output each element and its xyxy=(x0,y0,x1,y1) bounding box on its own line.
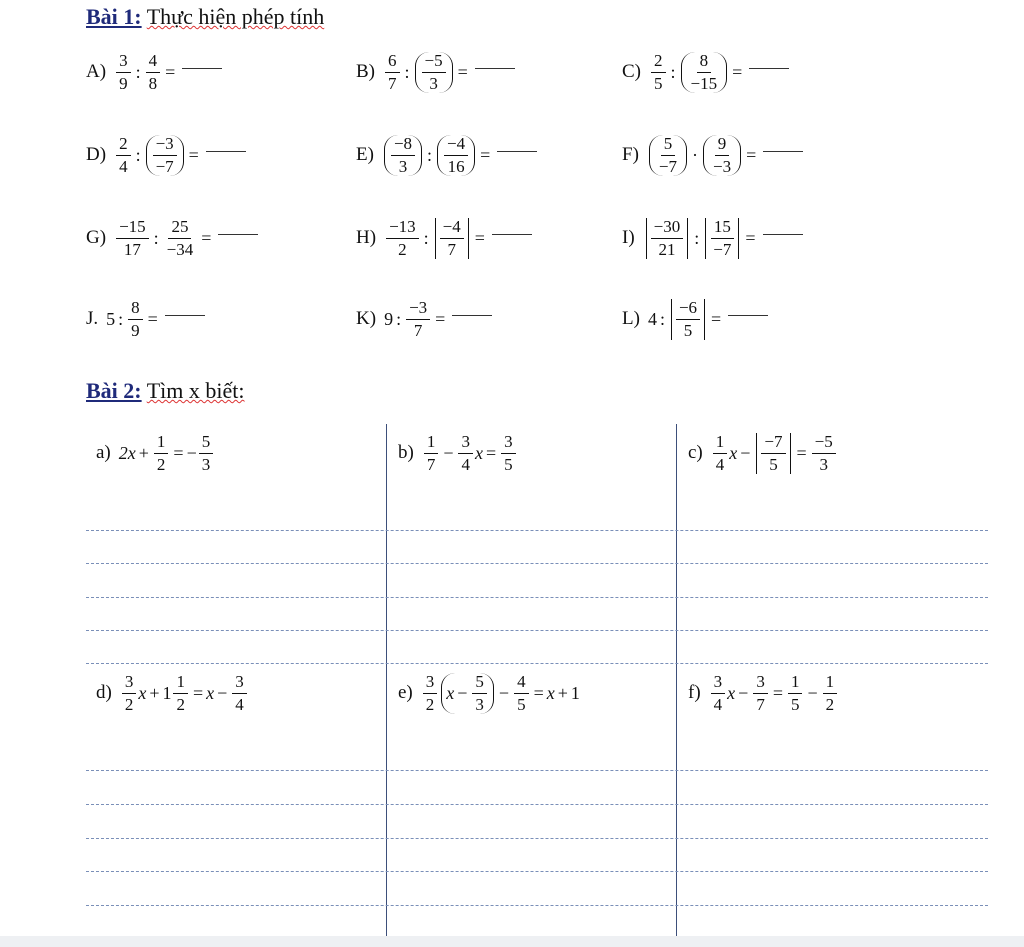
math-symbol: 4 xyxy=(146,52,161,73)
item-label: c) xyxy=(688,442,703,464)
math-symbol: : xyxy=(670,61,676,82)
item-label: A) xyxy=(86,61,107,83)
item-label: H) xyxy=(356,227,377,249)
fraction xyxy=(116,218,149,259)
math-symbol: −5 xyxy=(422,52,446,73)
math-symbol: 25 xyxy=(168,218,191,239)
math-symbol: −7 xyxy=(155,156,174,176)
fraction xyxy=(711,673,726,714)
math-symbol: 7 xyxy=(426,454,436,474)
math-symbol: 5 xyxy=(683,320,693,340)
exercise-f xyxy=(622,135,803,176)
math-symbol: 17 xyxy=(123,239,141,259)
math-symbol: = xyxy=(173,442,184,463)
item-label: J. xyxy=(86,308,99,330)
math-symbol: 3 xyxy=(819,454,828,474)
math-symbol: = xyxy=(485,442,497,463)
bai1-heading xyxy=(86,4,324,30)
math-symbol: 3 xyxy=(423,673,438,694)
math-symbol: 21 xyxy=(658,239,676,259)
exercise-l xyxy=(622,299,768,340)
item-label: d) xyxy=(96,682,112,704)
math-symbol: −5 xyxy=(812,433,836,454)
math-symbol: 3 xyxy=(116,52,131,73)
math-symbol: 4 xyxy=(713,694,723,714)
math-term: 1 xyxy=(570,682,580,703)
fraction xyxy=(154,433,169,474)
answer-blank xyxy=(206,151,246,152)
equation-f xyxy=(688,673,839,714)
math-symbol: = xyxy=(711,308,722,329)
math-symbol: − xyxy=(807,682,818,703)
math-symbol: 1 xyxy=(154,433,169,454)
math-symbol: 2 xyxy=(156,454,166,474)
math-symbol: : xyxy=(427,144,433,165)
math-symbol: 5 xyxy=(661,135,676,156)
exercise-c xyxy=(622,52,789,93)
math-symbol: : xyxy=(135,61,141,82)
fraction xyxy=(440,218,464,259)
math-symbol: 1 xyxy=(823,673,838,694)
fraction xyxy=(422,52,446,93)
math-symbol: −3 xyxy=(406,299,430,320)
math-symbol: 4 xyxy=(461,454,470,474)
math-symbol: = xyxy=(147,308,158,329)
answer-line xyxy=(86,597,988,598)
fraction xyxy=(164,218,197,259)
answer-blank xyxy=(763,234,803,235)
answer-blank xyxy=(728,315,768,316)
answer-blank xyxy=(763,151,803,152)
math-symbol: − xyxy=(738,682,749,703)
parentheses xyxy=(384,135,422,176)
math-symbol: x xyxy=(206,682,215,703)
math-symbol: −7 xyxy=(761,433,785,454)
item-label: L) xyxy=(622,308,640,330)
math-symbol: 2x xyxy=(118,442,136,463)
math-symbol: 7 xyxy=(413,320,423,340)
math-symbol: = xyxy=(474,227,485,248)
item-label: B) xyxy=(356,61,375,83)
item-label: E) xyxy=(356,144,374,166)
fraction xyxy=(656,135,680,176)
fraction xyxy=(676,299,700,340)
math-symbol: 2 xyxy=(825,694,835,714)
math-symbol: : xyxy=(396,308,402,329)
fraction xyxy=(116,52,131,93)
absolute-value xyxy=(435,218,469,259)
math-symbol: −3 xyxy=(153,135,177,156)
math-symbol: 8 xyxy=(148,73,158,93)
math-symbol: 2 xyxy=(425,694,435,714)
answer-blank xyxy=(182,68,222,69)
math-symbol: −7 xyxy=(713,239,732,259)
fraction xyxy=(710,135,734,176)
math-symbol: − xyxy=(740,442,751,463)
fraction xyxy=(232,673,247,714)
math-symbol: −4 xyxy=(444,135,468,156)
bai1-number: Bài 1: xyxy=(86,4,142,29)
exercise-d xyxy=(86,135,246,176)
fraction xyxy=(423,673,438,714)
exercise-i xyxy=(622,218,803,259)
math-symbol: = xyxy=(192,682,204,703)
exercise-h xyxy=(356,218,532,259)
math-symbol: 3 xyxy=(429,73,438,93)
fraction xyxy=(713,433,728,474)
math-symbol: : xyxy=(659,308,665,329)
math-symbol: = xyxy=(435,308,446,329)
math-symbol: −7 xyxy=(658,156,677,176)
answer-blank xyxy=(497,151,537,152)
fraction xyxy=(406,299,430,340)
math-symbol: : xyxy=(694,227,700,248)
equation-b xyxy=(398,433,518,474)
math-symbol: 4 xyxy=(715,454,725,474)
math-symbol: 3 xyxy=(232,673,247,694)
math-symbol: 8 xyxy=(697,52,712,73)
column-divider xyxy=(676,424,677,937)
math-symbol: 3 xyxy=(122,673,137,694)
fraction xyxy=(753,673,768,714)
math-symbol: + xyxy=(138,442,149,463)
exercise-j xyxy=(86,299,205,340)
math-symbol: 4 xyxy=(119,156,128,176)
fraction xyxy=(651,218,684,259)
math-symbol: −34 xyxy=(166,239,194,259)
item-label: b) xyxy=(398,442,414,464)
fraction xyxy=(444,135,468,176)
item-label: I) xyxy=(622,227,635,249)
absolute-value xyxy=(671,299,705,340)
math-symbol: 4 xyxy=(235,694,244,714)
math-symbol: = xyxy=(732,61,743,82)
math-symbol: 1 xyxy=(788,673,803,694)
math-symbol: −13 xyxy=(386,218,419,239)
answer-line xyxy=(86,871,988,872)
math-symbol: x xyxy=(474,442,483,463)
math-symbol: 9 xyxy=(119,73,128,93)
math-symbol: 1 xyxy=(424,433,439,454)
math-symbol: −15 xyxy=(690,73,718,93)
math-symbol: −6 xyxy=(676,299,700,320)
absolute-value xyxy=(756,433,790,474)
math-symbol: 3 xyxy=(475,694,484,714)
math-symbol: = xyxy=(201,227,212,248)
math-symbol: x xyxy=(729,442,738,463)
parentheses xyxy=(415,52,453,93)
absolute-value xyxy=(705,218,739,259)
math-symbol: 7 xyxy=(388,73,397,93)
fraction xyxy=(501,433,516,474)
math-symbol: 2 xyxy=(124,694,134,714)
math-symbol: 5 xyxy=(654,73,663,93)
math-symbol: − xyxy=(217,682,228,703)
answer-line xyxy=(86,770,988,771)
math-symbol: + xyxy=(557,682,568,703)
math-term: 1 xyxy=(162,682,172,703)
item-label: K) xyxy=(356,308,377,330)
bai2-number: Bài 2: xyxy=(86,378,142,403)
fraction xyxy=(823,673,838,714)
exercise-e xyxy=(356,135,537,176)
fraction xyxy=(761,433,785,474)
answer-line xyxy=(86,530,988,531)
equation-a xyxy=(96,433,215,474)
bai2-heading xyxy=(86,378,245,404)
math-symbol: = xyxy=(457,61,468,82)
math-symbol: 5 xyxy=(199,433,214,454)
math-symbol: : xyxy=(153,227,159,248)
math-symbol: : xyxy=(135,144,141,165)
fraction xyxy=(122,673,137,714)
math-symbol: 9 xyxy=(715,135,730,156)
math-symbol: 2 xyxy=(651,52,666,73)
fraction xyxy=(173,673,188,714)
fraction xyxy=(385,52,400,93)
math-symbol: = xyxy=(533,682,544,703)
answer-blank xyxy=(218,234,258,235)
fraction xyxy=(391,135,415,176)
math-symbol: 9 xyxy=(131,320,140,340)
exercise-g xyxy=(86,218,258,259)
exercise-a xyxy=(86,52,222,93)
math-symbol: = xyxy=(796,442,807,463)
math-symbol: −4 xyxy=(440,218,464,239)
math-symbol: 5 xyxy=(504,454,513,474)
fraction xyxy=(128,299,143,340)
answer-line xyxy=(86,804,988,805)
math-symbol: − xyxy=(457,682,468,703)
math-symbol: − xyxy=(498,682,510,703)
fraction xyxy=(651,52,666,93)
math-symbol: 2 xyxy=(398,239,407,259)
math-symbol: 16 xyxy=(447,156,465,176)
answer-blank xyxy=(475,68,515,69)
answer-line xyxy=(86,905,988,906)
parentheses xyxy=(437,135,475,176)
item-label: C) xyxy=(622,61,641,83)
math-symbol: 5 xyxy=(790,694,800,714)
answer-blank xyxy=(165,315,205,316)
fraction xyxy=(199,433,214,474)
item-label: a) xyxy=(96,442,111,464)
math-symbol: 5 xyxy=(769,454,778,474)
bai1-title: Thực hiện phép tính xyxy=(146,4,325,29)
fraction xyxy=(424,433,439,474)
fraction xyxy=(688,52,721,93)
fraction xyxy=(386,218,419,259)
item-label: F) xyxy=(622,144,639,166)
parentheses xyxy=(441,673,494,714)
item-label: G) xyxy=(86,227,107,249)
math-symbol: = xyxy=(746,144,757,165)
fraction xyxy=(788,673,803,714)
fraction xyxy=(116,135,131,176)
item-label: f) xyxy=(688,682,701,704)
math-symbol: 8 xyxy=(128,299,143,320)
fraction xyxy=(153,135,177,176)
answer-line xyxy=(86,630,988,631)
math-symbol: = xyxy=(188,144,199,165)
math-symbol: 6 xyxy=(385,52,400,73)
math-symbol: −3 xyxy=(713,156,732,176)
fraction xyxy=(710,218,734,259)
math-symbol: 3 xyxy=(458,433,473,454)
math-symbol: − xyxy=(443,442,454,463)
item-label: D) xyxy=(86,144,107,166)
math-symbol: : xyxy=(423,227,429,248)
fraction xyxy=(812,433,836,474)
math-symbol: = xyxy=(772,682,783,703)
math-symbol: = xyxy=(480,144,491,165)
bai2-title: Tìm x biết: xyxy=(146,378,245,403)
math-symbol: 3 xyxy=(398,156,408,176)
absolute-value xyxy=(646,218,689,259)
math-symbol: 5 xyxy=(472,673,487,694)
fraction xyxy=(458,433,473,474)
math-term: 4 xyxy=(647,308,657,329)
math-symbol: 2 xyxy=(116,135,131,156)
math-symbol: −8 xyxy=(391,135,415,156)
math-symbol: 3 xyxy=(753,673,768,694)
math-symbol: + xyxy=(149,682,160,703)
equation-e xyxy=(398,673,580,714)
answer-blank xyxy=(492,234,532,235)
parentheses xyxy=(146,135,184,176)
math-symbol: 3 xyxy=(501,433,516,454)
math-term: 5 xyxy=(106,308,116,329)
math-symbol: x xyxy=(446,682,455,703)
exercise-k xyxy=(356,299,492,340)
math-symbol: 3 xyxy=(201,454,211,474)
math-symbol: x xyxy=(727,682,736,703)
math-symbol: −15 xyxy=(116,218,149,239)
math-symbol: : xyxy=(404,61,410,82)
math-symbol: 7 xyxy=(756,694,765,714)
math-symbol: 3 xyxy=(711,673,726,694)
math-term: − xyxy=(186,442,197,463)
math-symbol: 5 xyxy=(517,694,526,714)
math-symbol: 2 xyxy=(176,694,185,714)
math-symbol: · xyxy=(692,144,698,165)
column-divider xyxy=(386,424,387,937)
answer-blank xyxy=(749,68,789,69)
answer-line xyxy=(86,838,988,839)
math-symbol: 1 xyxy=(713,433,728,454)
math-symbol: x xyxy=(546,682,555,703)
math-symbol: x xyxy=(138,682,147,703)
equation-d xyxy=(96,673,249,714)
parentheses xyxy=(703,135,741,176)
math-term: 9 xyxy=(384,308,394,329)
math-symbol: = xyxy=(745,227,756,248)
math-symbol: −30 xyxy=(651,218,684,239)
math-symbol: 1 xyxy=(173,673,188,694)
item-label: e) xyxy=(398,682,413,704)
math-symbol: : xyxy=(118,308,124,329)
fraction xyxy=(472,673,487,714)
answer-line xyxy=(86,563,988,564)
parentheses xyxy=(649,135,687,176)
equation-c xyxy=(688,433,838,474)
math-symbol: 15 xyxy=(711,218,734,239)
answer-blank xyxy=(452,315,492,316)
fraction xyxy=(146,52,161,93)
fraction xyxy=(514,673,529,714)
answer-line xyxy=(86,663,988,664)
math-symbol: 7 xyxy=(447,239,456,259)
math-symbol: 4 xyxy=(514,673,529,694)
exercise-b xyxy=(356,52,515,93)
math-symbol: = xyxy=(165,61,176,82)
page-bottom-edge xyxy=(0,936,1024,947)
parentheses xyxy=(681,52,728,93)
